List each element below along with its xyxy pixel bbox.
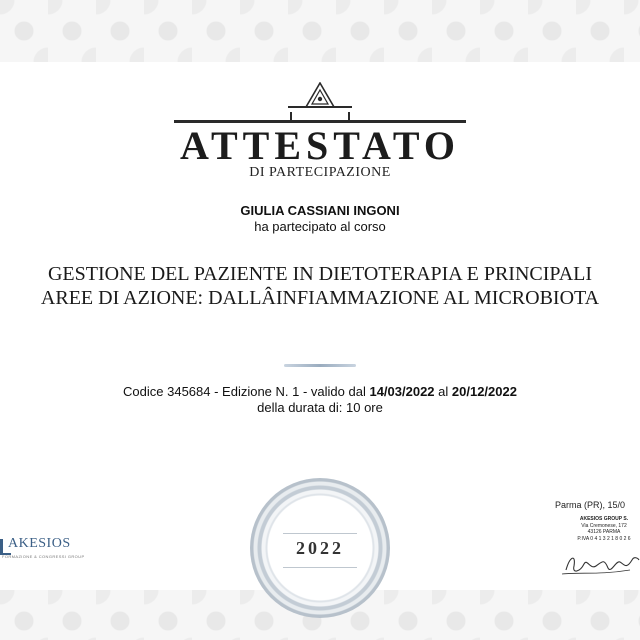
emblem-base-bar <box>288 106 352 108</box>
company-address: Via Cremonese, 172 <box>581 522 627 529</box>
date-from: 14/03/2022 <box>369 384 435 399</box>
certificate-title: ATTESTATO <box>180 123 460 168</box>
triangle-emblem-icon <box>305 82 335 108</box>
akesios-logo <box>0 536 84 566</box>
section-divider <box>284 364 356 367</box>
top-ornamental-border <box>0 0 640 62</box>
course-title-line-1: GESTIONE DEL PAZIENTE IN DIETOTERAPIA E PRINCIPALI <box>47 263 593 285</box>
course-duration: della durata di: 10 ore <box>257 400 383 415</box>
place-date: Parma (PR), 15/0 <box>555 500 626 510</box>
seal-line-top <box>283 533 357 534</box>
company-stamp <box>568 516 640 542</box>
participation-text: ha partecipato al corso <box>254 219 386 234</box>
date-separator: al <box>434 384 452 399</box>
company-vat: P.IVA 0 4 1 3 2 1 8 0 2 6 <box>577 535 631 542</box>
logo-tagline: FORMAZIONE & CONGRESSI GROUP <box>2 554 85 559</box>
course-title <box>10 262 630 310</box>
logo-name: AKESIOS <box>8 536 71 551</box>
certificate-subtitle: DI PARTECIPAZIONE <box>249 165 391 180</box>
recipient-name: GIULIA CASSIANI INGONI <box>240 203 400 218</box>
company-city: 43126 PARMA <box>587 529 621 535</box>
course-code-prefix: Codice 345684 - Edizione N. 1 - valido dal <box>123 384 370 399</box>
course-details <box>0 384 640 416</box>
signature-mark <box>560 548 640 580</box>
course-title-line-2: AREE DI AZIONE: DALLÂINFIAMMAZIONE AL MICROBIOTA <box>40 287 600 309</box>
company-name: AKESIOS GROUP S. <box>579 516 629 522</box>
date-to: 20/12/2022 <box>451 384 517 399</box>
seal-year: 2022 <box>296 538 344 558</box>
course-code-line <box>0 384 640 400</box>
seal-line-bottom <box>283 567 357 568</box>
